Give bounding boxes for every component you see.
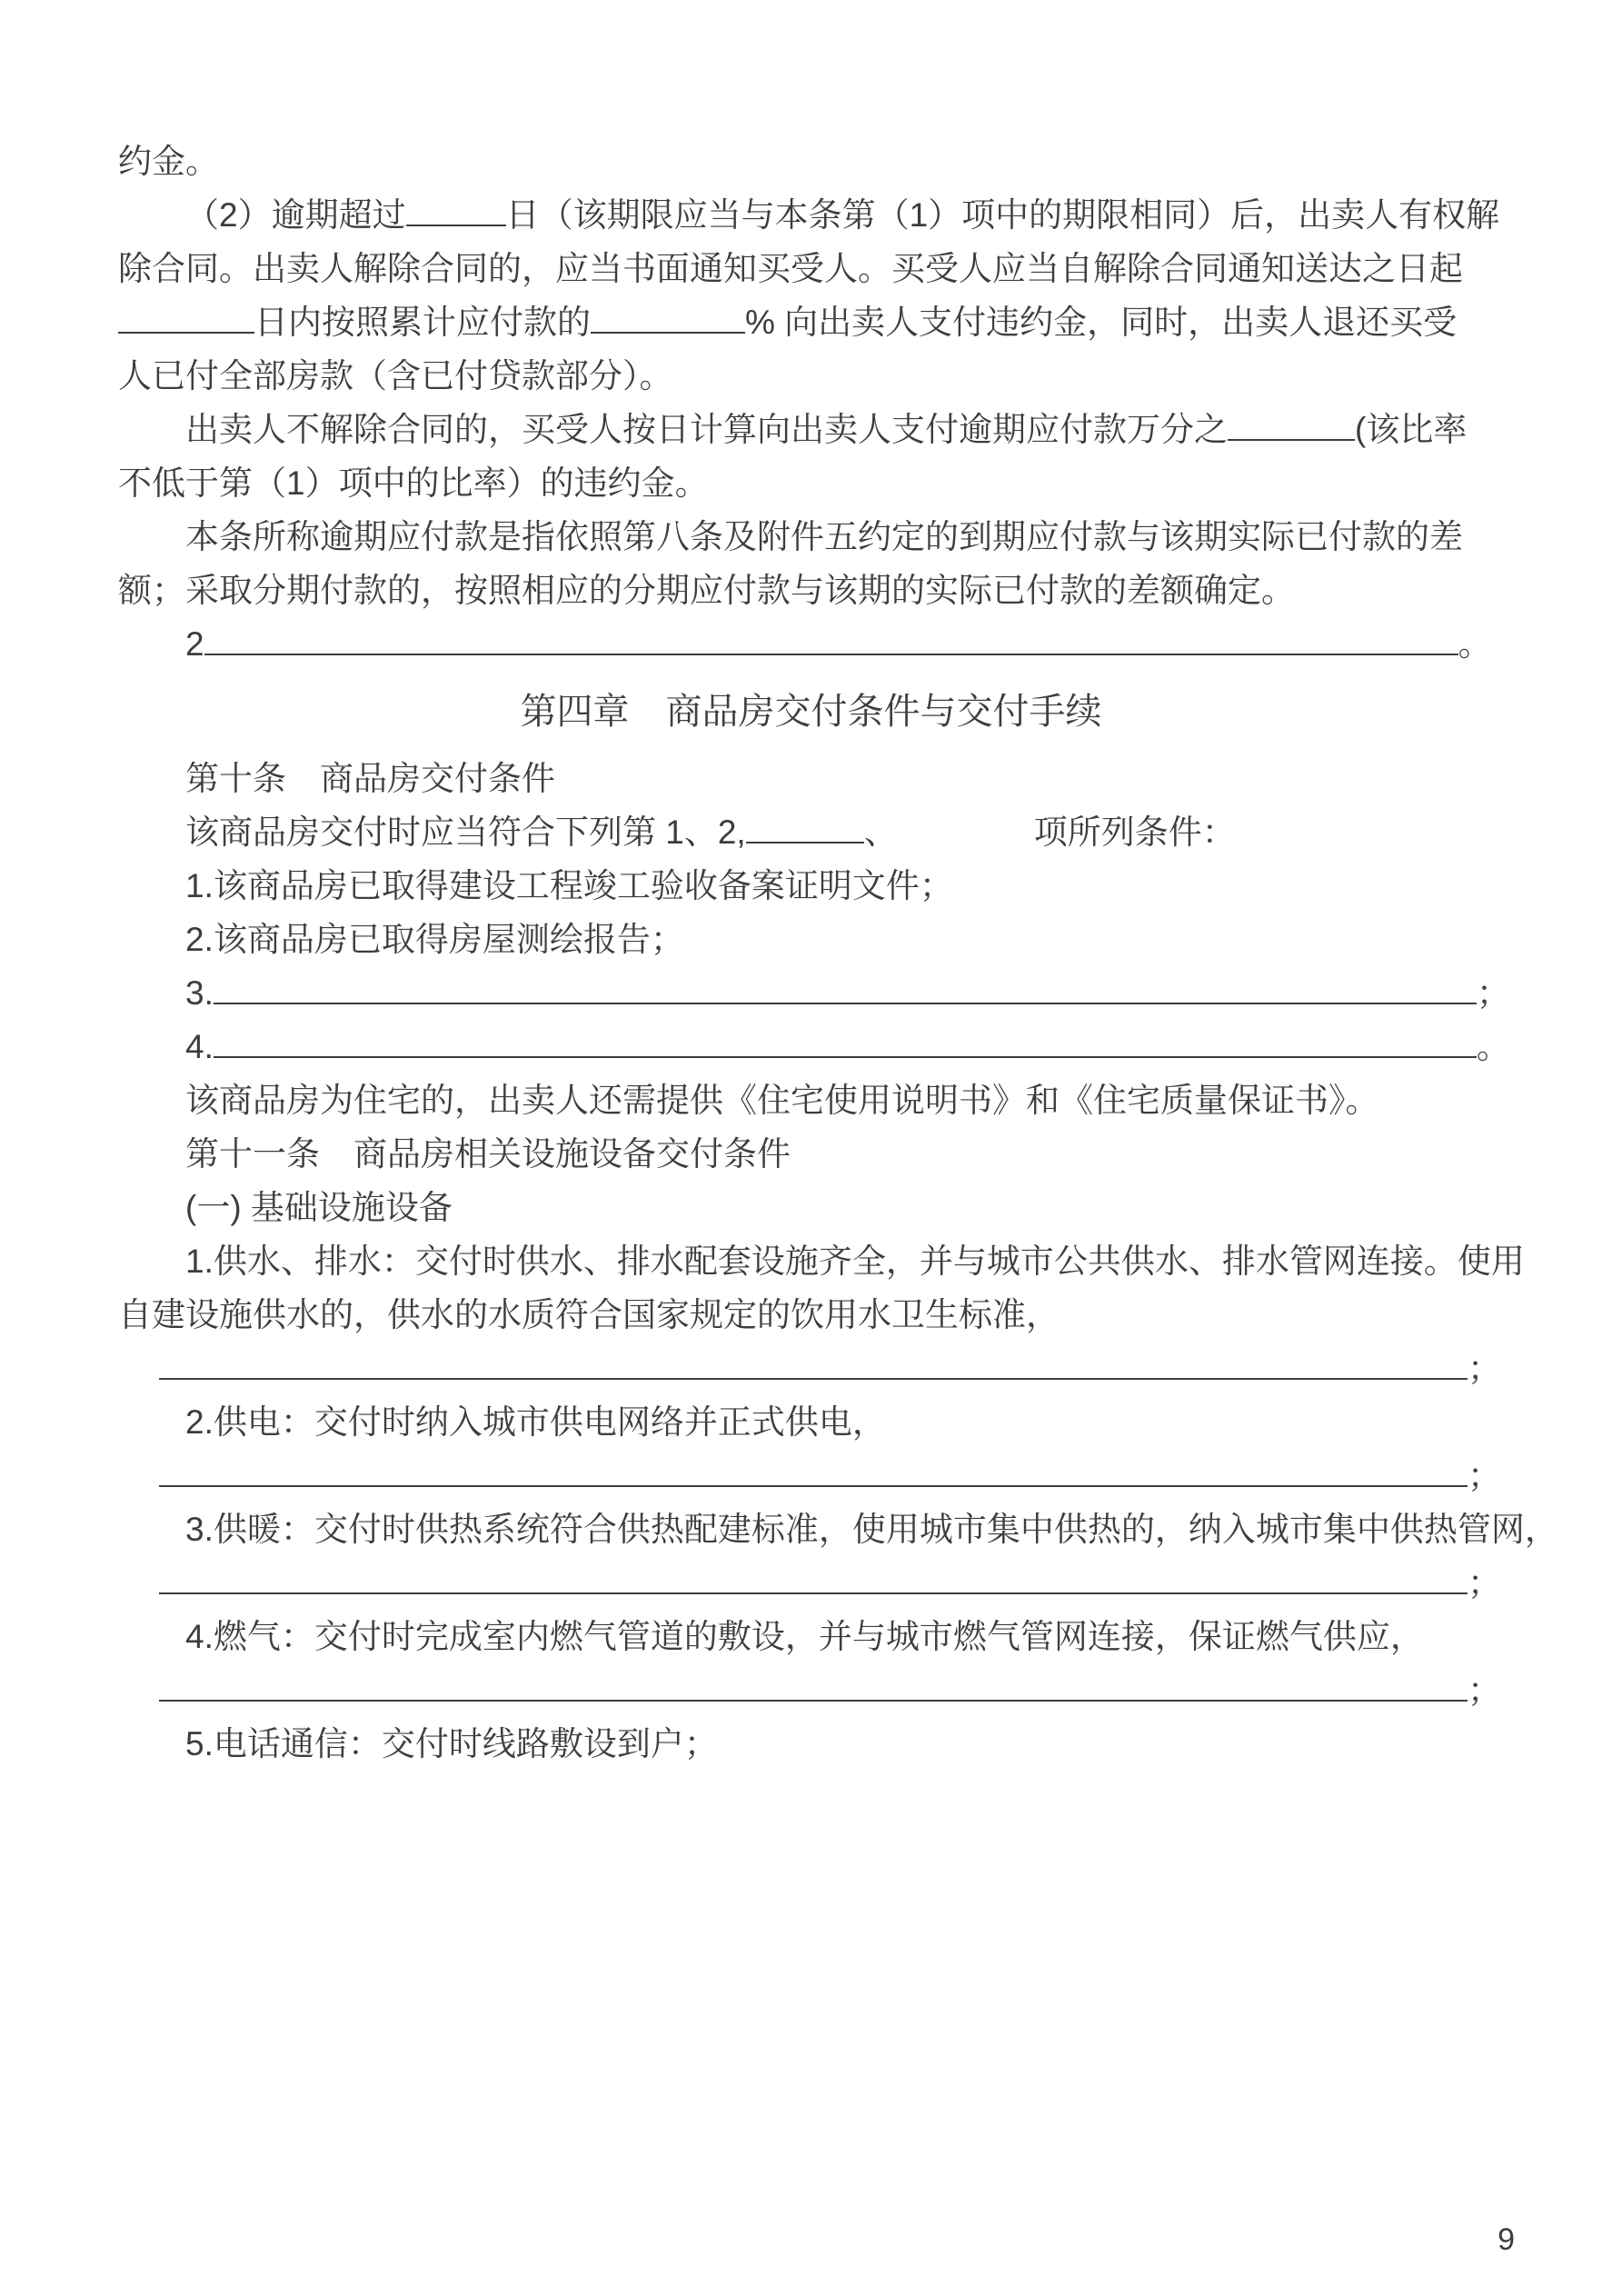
text-segment: % 向出卖人支付违约金，同时，出卖人退还买受 <box>745 304 1458 341</box>
text-line <box>118 1663 1504 1717</box>
text-segment: （2）逾期超过 <box>185 196 406 234</box>
text-segment: 。 <box>1476 1028 1510 1065</box>
text-segment: 自建设施供水的，供水的水质符合国家规定的饮用水卫生标准， <box>118 1296 1060 1333</box>
text-segment: 项所列条件： <box>1033 814 1236 851</box>
text-line <box>118 752 1504 805</box>
text-line <box>118 1342 1504 1395</box>
text-line <box>118 913 1504 966</box>
text-segment: 、 <box>863 814 898 851</box>
fill-in-blank-underline <box>591 326 745 334</box>
fill-in-blank-underline <box>118 326 254 334</box>
text-segment: ； <box>1476 974 1510 1012</box>
text-line <box>118 966 1510 1020</box>
fill-in-blank-underline <box>159 1480 1468 1487</box>
text-segment: ； <box>1468 1350 1501 1387</box>
text-segment: ； <box>1468 1457 1501 1494</box>
text-line <box>118 564 1504 617</box>
text-segment: 1.供水、排水：交付时供水、排水配套设施齐全，并与城市公共供水、排水管网连接。使用 <box>185 1243 1525 1280</box>
page-number: 9 <box>1498 2222 1515 2257</box>
fill-in-blank-underline <box>1228 434 1355 441</box>
text-line <box>118 403 1504 456</box>
chapter-heading <box>118 685 1504 739</box>
text-segment: 额；采取分期付款的，按照相应的分期应付款与该期的实际已付款的差额确定。 <box>118 572 1295 609</box>
text-segment: 2.供电：交付时纳入城市供电网络并正式供电， <box>185 1403 886 1441</box>
text-line <box>118 349 1504 403</box>
text-segment: 4.燃气：交付时完成室内燃气管道的敷设，并与城市燃气管网连接，保证燃气供应， <box>185 1618 1424 1655</box>
fill-in-blank-underline <box>406 219 506 226</box>
text-segment: ； <box>1468 1564 1501 1602</box>
fill-in-blank-underline <box>214 997 1477 1004</box>
text-line <box>118 1395 1504 1449</box>
text-line <box>118 1502 1558 1556</box>
text-line <box>118 1020 1510 1073</box>
text-line <box>118 1610 1504 1663</box>
text-segment: 第十一条 商品房相关设施设备交付条件 <box>185 1135 791 1173</box>
text-segment: 5.电话通信：交付时线路敷设到户； <box>185 1725 718 1762</box>
text-line <box>118 510 1504 564</box>
fill-in-blank-underline <box>746 836 864 844</box>
text-line <box>118 617 1504 671</box>
text-segment: 不低于第（1）项中的比率）的违约金。 <box>118 464 709 502</box>
text-segment: 2 <box>185 625 204 663</box>
text-segment: (一) 基础设施设备 <box>185 1189 453 1226</box>
text-segment: 日内按照累计应付款的 <box>254 304 591 341</box>
text-line <box>118 1556 1504 1610</box>
text-line <box>118 1717 1504 1771</box>
text-segment: 出卖人不解除合同的，买受人按日计算向出卖人支付逾期应付款万分之 <box>185 411 1228 448</box>
text-line <box>118 1234 1525 1288</box>
text-line <box>118 456 1504 510</box>
text-line <box>118 1449 1504 1502</box>
text-segment: 。 <box>1458 625 1492 663</box>
text-line <box>118 1073 1504 1127</box>
text-line <box>118 1288 1504 1342</box>
text-segment: 本条所称逾期应付款是指依照第八条及附件五约定的到期应付款与该期实际已付款的差 <box>185 518 1463 555</box>
fill-in-blank-underline <box>159 1373 1468 1380</box>
text-segment: 3.供暖：交付时供热系统符合供热配建标准，使用城市集中供热的，纳入城市集中供热管网， <box>185 1511 1558 1548</box>
fill-in-blank-underline <box>204 648 1458 655</box>
text-line <box>118 1181 1504 1234</box>
text-line <box>118 805 1504 859</box>
text-segment: (该比率 <box>1355 411 1468 448</box>
text-segment: 3. <box>185 974 214 1012</box>
text-line <box>118 135 1504 188</box>
text-segment: 该商品房为住宅的，出卖人还需提供《住宅使用说明书》和《住宅质量保证书》。 <box>185 1082 1379 1119</box>
text-segment: 1.该商品房已取得建设工程竣工验收备案证明文件； <box>185 867 953 904</box>
text-segment: 4. <box>185 1028 214 1065</box>
text-segment: 第四章 商品房交付条件与交付手续 <box>520 692 1102 732</box>
text-segment: 2.该商品房已取得房屋测绘报告； <box>185 921 684 958</box>
text-segment: 除合同。出卖人解除合同的，应当书面通知买受人。买受人应当自解除合同通知送达之日起 <box>118 250 1463 287</box>
text-segment: 人已付全部房款（含已付贷款部分）。 <box>118 357 673 394</box>
text-line <box>118 859 1504 913</box>
text-segment: 该商品房交付时应当符合下列第 1、2, <box>185 814 746 851</box>
text-line <box>118 1127 1504 1181</box>
text-line <box>118 188 1504 242</box>
fill-in-blank-underline <box>159 1587 1468 1594</box>
text-segment: 约金。 <box>118 143 219 180</box>
text-line <box>118 242 1504 295</box>
text-line <box>118 295 1504 349</box>
text-segment: 第十条 商品房交付条件 <box>185 760 555 797</box>
fill-in-blank-underline <box>159 1694 1468 1702</box>
fill-in-blank-underline <box>214 1051 1477 1058</box>
text-segment: ； <box>1468 1672 1501 1709</box>
document-content <box>118 135 1558 1771</box>
text-segment: 日（该期限应当与本条第（1）项中的期限相同）后，出卖人有权解 <box>505 196 1500 234</box>
